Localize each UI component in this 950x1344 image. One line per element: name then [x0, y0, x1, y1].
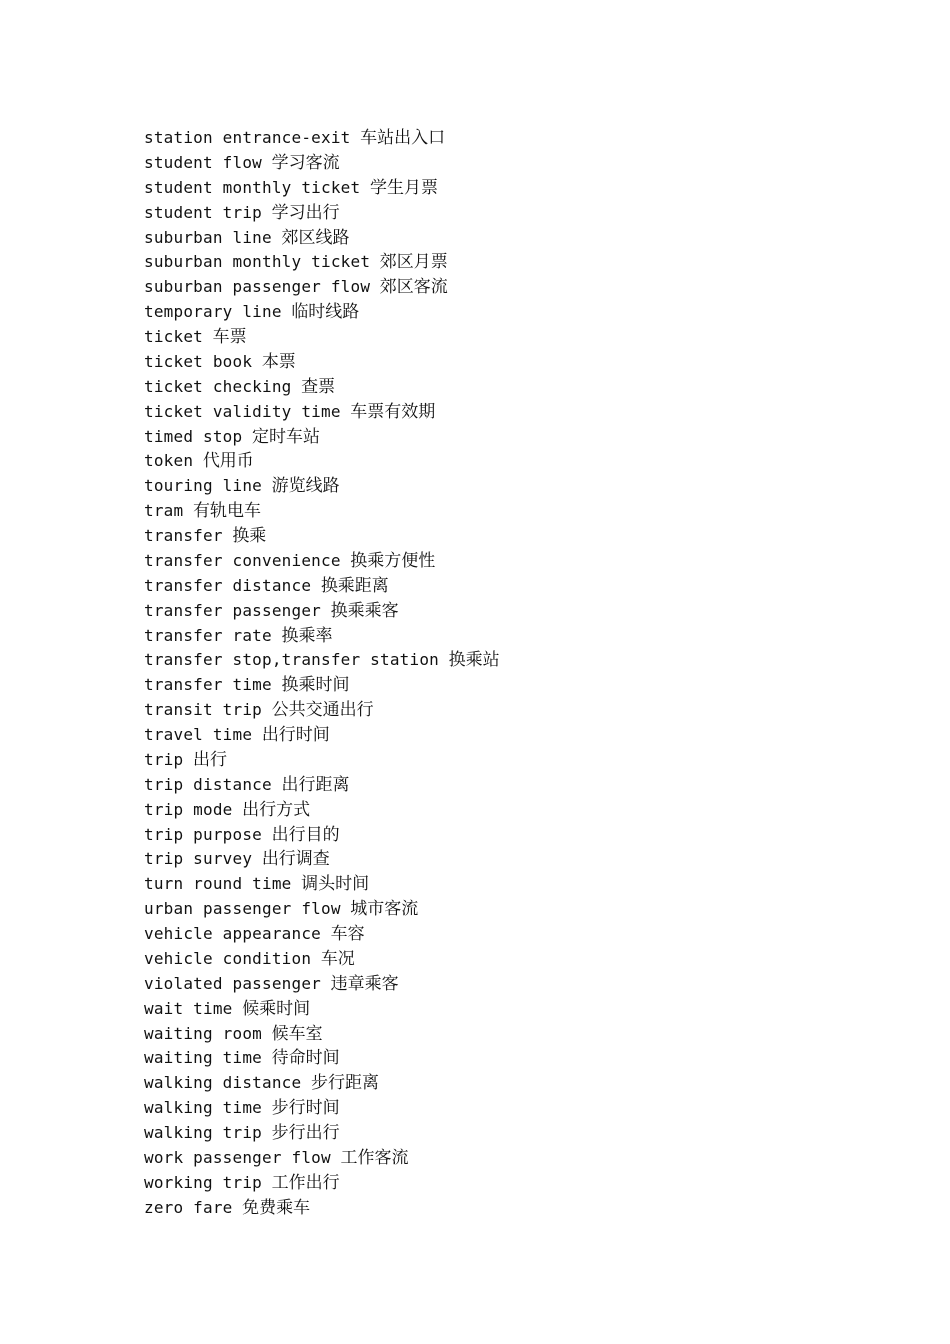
glossary-entry [144, 947, 500, 972]
glossary-entry [144, 474, 500, 499]
glossary-entry [144, 300, 500, 325]
entry-translation: 候乘时间 [242, 998, 311, 1019]
entry-translation: 免费乘车 [242, 1197, 311, 1218]
entry-term: suburban monthly ticket [144, 252, 371, 272]
entry-translation: 游览线路 [271, 476, 340, 497]
entry-translation: 换乘方便性 [350, 550, 436, 571]
glossary-entry [144, 549, 500, 574]
glossary-entry [144, 823, 500, 848]
entry-translation: 查票 [301, 376, 336, 397]
entry-term: suburban passenger flow [144, 277, 371, 297]
entry-term: transfer [144, 526, 223, 545]
entry-term: working trip [144, 1172, 262, 1192]
entry-translation: 换乘时间 [281, 675, 350, 696]
entry-translation: 出行 [192, 749, 227, 770]
entry-translation: 换乘站 [448, 650, 500, 671]
glossary-entry [144, 773, 500, 798]
entry-term: walking trip [144, 1123, 262, 1142]
entry-term: ticket [144, 327, 203, 346]
glossary-entry [144, 1146, 500, 1171]
glossary-entry [144, 151, 500, 176]
entry-term: student monthly ticket [144, 177, 361, 197]
entry-term: suburban line [144, 227, 272, 247]
glossary-entry [144, 325, 500, 350]
entry-translation: 车况 [320, 948, 355, 969]
entry-translation: 调头时间 [301, 874, 370, 895]
entry-translation: 代用币 [202, 451, 254, 472]
entry-translation: 车票有效期 [350, 401, 436, 422]
entry-term: walking time [144, 1098, 262, 1118]
entry-term: trip purpose [144, 824, 262, 844]
glossary-entry [144, 176, 500, 201]
glossary-entry [144, 250, 500, 275]
entry-translation: 学生月票 [369, 177, 438, 198]
entry-term: ticket book [144, 351, 253, 371]
glossary-entry [144, 1096, 500, 1121]
entry-term: student flow [144, 152, 262, 172]
entry-translation: 换乘率 [281, 625, 333, 646]
entry-translation: 出行调查 [261, 849, 330, 870]
entry-term: vehicle condition [144, 948, 312, 968]
entry-translation: 步行出行 [271, 1123, 340, 1143]
entry-term: timed stop [144, 426, 243, 446]
entry-translation: 有轨电车 [192, 501, 261, 522]
glossary-entry [144, 350, 500, 375]
glossary-entry [144, 648, 500, 673]
entry-term: temporary line [144, 302, 282, 322]
entry-translation: 工作出行 [271, 1172, 340, 1193]
entry-term: trip survey [144, 849, 253, 869]
entry-translation: 临时线路 [291, 302, 360, 323]
entry-translation: 学习客流 [271, 152, 340, 173]
entry-translation: 郊区月票 [379, 252, 448, 273]
entry-term: transit trip [144, 700, 262, 720]
glossary-entry [144, 972, 500, 997]
entry-term: transfer convenience [144, 550, 341, 570]
glossary-entry [144, 1046, 500, 1071]
glossary-entry [144, 400, 500, 425]
glossary-entry [144, 922, 500, 947]
glossary-entry [144, 1022, 500, 1047]
entry-term: trip [144, 749, 184, 769]
entry-term: trip mode [144, 799, 233, 819]
entry-term: touring line [144, 476, 262, 496]
entry-term: transfer passenger [144, 600, 321, 620]
glossary-entry [144, 723, 500, 748]
entry-translation: 定时车站 [251, 426, 320, 447]
entry-translation: 公共交通出行 [271, 700, 374, 721]
entry-translation: 郊区客流 [379, 277, 448, 298]
entry-translation: 城市客流 [350, 899, 419, 920]
glossary-entry [144, 226, 500, 251]
entry-translation: 车容 [330, 924, 365, 944]
glossary-entry [144, 499, 500, 524]
entry-translation: 步行时间 [271, 1098, 340, 1119]
glossary-entry [144, 599, 500, 624]
entry-term: urban passenger flow [144, 899, 341, 919]
entry-term: waiting time [144, 1048, 262, 1068]
entry-term: walking distance [144, 1073, 302, 1093]
glossary-entry [144, 748, 500, 773]
entry-translation: 出行方式 [242, 799, 311, 820]
glossary-list [144, 126, 500, 1221]
entry-term: student trip [144, 202, 262, 222]
entry-translation: 出行距离 [281, 774, 350, 795]
entry-term: work passenger flow [144, 1147, 331, 1167]
glossary-entry [144, 698, 500, 723]
entry-term: vehicle appearance [144, 924, 321, 943]
entry-term: transfer stop,transfer station [144, 650, 439, 670]
entry-term: transfer rate [144, 625, 272, 645]
glossary-entry [144, 449, 500, 474]
entry-translation: 车站出入口 [360, 128, 446, 148]
entry-translation: 出行目的 [271, 824, 340, 845]
entry-translation: 学习出行 [271, 202, 340, 223]
entry-translation: 换乘乘客 [330, 600, 399, 621]
entry-translation: 出行时间 [261, 725, 330, 745]
entry-translation: 步行距离 [310, 1073, 379, 1094]
glossary-entry [144, 1171, 500, 1196]
glossary-entry [144, 897, 500, 922]
glossary-entry [144, 574, 500, 599]
glossary-entry [144, 673, 500, 698]
entry-term: ticket checking [144, 376, 292, 396]
entry-translation: 本票 [261, 351, 296, 372]
glossary-entry [144, 872, 500, 897]
glossary-entry [144, 1196, 500, 1221]
glossary-entry [144, 624, 500, 649]
entry-term: wait time [144, 998, 233, 1018]
glossary-entry [144, 847, 500, 872]
entry-term: trip distance [144, 774, 272, 794]
entry-term: transfer distance [144, 575, 312, 595]
entry-term: waiting room [144, 1023, 262, 1043]
glossary-entry [144, 1071, 500, 1096]
glossary-entry [144, 1121, 500, 1146]
glossary-entry [144, 375, 500, 400]
entry-translation: 换乘 [232, 526, 267, 546]
glossary-entry [144, 798, 500, 823]
entry-term: station entrance-exit [144, 128, 351, 147]
entry-translation: 候车室 [271, 1023, 323, 1044]
entry-translation: 换乘距离 [320, 575, 389, 596]
entry-translation: 郊区线路 [281, 227, 350, 248]
entry-translation: 车票 [212, 327, 247, 347]
entry-translation: 工作客流 [340, 1147, 409, 1168]
entry-term: token [144, 451, 194, 471]
glossary-entry [144, 126, 500, 151]
entry-term: turn round time [144, 874, 292, 894]
entry-term: travel time [144, 725, 253, 744]
glossary-entry [144, 201, 500, 226]
entry-term: ticket validity time [144, 401, 341, 421]
entry-term: violated passenger [144, 973, 321, 993]
glossary-entry [144, 425, 500, 450]
entry-term: zero fare [144, 1197, 233, 1217]
glossary-entry [144, 997, 500, 1022]
entry-term: tram [144, 501, 184, 521]
entry-translation: 违章乘客 [330, 973, 399, 994]
entry-term: transfer time [144, 675, 272, 695]
entry-translation: 待命时间 [271, 1048, 340, 1069]
glossary-entry [144, 524, 500, 549]
glossary-entry [144, 275, 500, 300]
